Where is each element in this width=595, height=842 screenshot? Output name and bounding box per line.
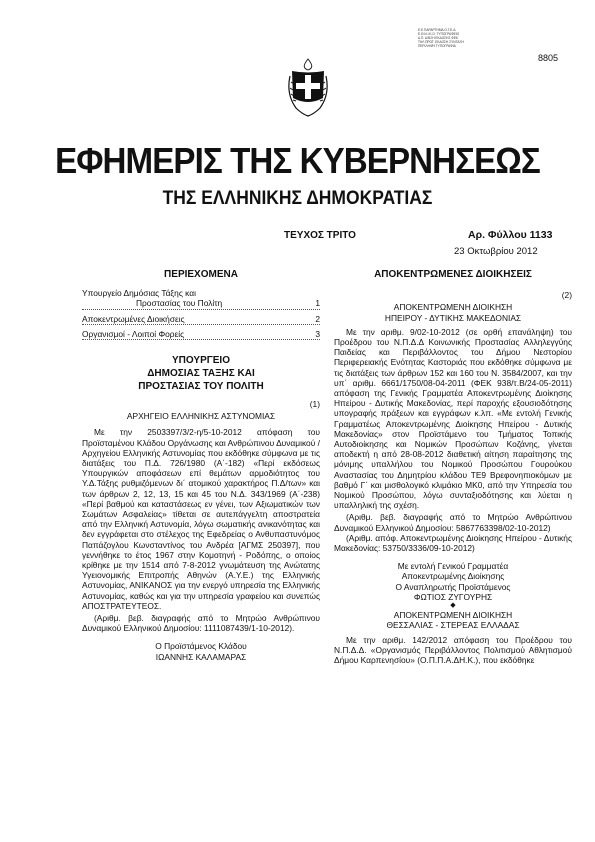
- toc-item-line: [82, 298, 320, 309]
- protocol-note: (Αριθμ. απόφ. Αποκεντρωμένης Διοίκησης Ηπείρου - Δυτικής Μακεδονίας: 53750/3336/09-10-2012): [334, 532, 572, 554]
- gazette-title: ΕΦΗΜΕΡΙΣ ΤΗΣ ΚΥΒΕΡΝΗΣΕΩΣ: [55, 140, 540, 181]
- ministry-line: ΔΗΜΟΣΙΑΣ ΤΑΞΗΣ ΚΑΙ: [147, 368, 255, 380]
- toc-item-label: Αποκεντρωμένες Διοικήσεις: [82, 313, 185, 324]
- authority-heading: [334, 302, 572, 322]
- signature-line: Αποκεντρωμένης Διοίκησης: [401, 571, 505, 582]
- authority-line: ΑΠΟΚΕΝΤΡΩΜΕΝΗ ΔΙΟΙΚΗΣΗ: [393, 302, 513, 313]
- ministry-line: ΠΡΟΣΤΑΣΙΑΣ ΤΟΥ ΠΟΛΙΤΗ: [138, 381, 264, 393]
- toc-item[interactable]: [82, 288, 320, 309]
- toc-item-page: 3: [315, 328, 320, 339]
- toc-item-label: Υπουργείο Δημόσιας Τάξης και: [82, 288, 196, 299]
- signature-line: Ο Αναπληρωτής Προϊστάμενος: [395, 581, 511, 592]
- issue-label: ΤΕΥΧΟΣ ΤΡΙΤΟ: [284, 230, 356, 241]
- authority-heading: [334, 610, 572, 630]
- signature-block: [334, 561, 572, 602]
- agency-heading: ΑΡΧΗΓΕΙΟ ΕΛΛΗΝΙΚΗΣ ΑΣΤΥΝΟΜΙΑΣ: [126, 411, 276, 422]
- signature-name: ΦΩΤΙΟΣ ΖΥΓΟΥΡΗΣ: [413, 591, 493, 602]
- decision-body: Με την 2503397/3/2-η/5-10-2012 απόφαση του Προϊσταμένου Κλάδου Οργάνωσης και Ανθρώπινου Δυναμικού / Αρχηγείου Ελληνικής Αστυνομίας που εκδόθηκε σύμφωνα με τις διατάξεις του Π.Δ. 726/1980 (Α΄-182) «Περί εκδόσεως Υπουργικών αποφάσεων επί θεμάτων αρμοδιότητος του Υ.Δ.Τάξης ρυθμιζόμενων δι΄ ατομικού χαρακτήρος Π.Δ/των» και των άρθρων 2, 12, 13, 15 και 45 του Ν.Δ. 343/1969 (Α΄-238) «Περί βαθμού και καταστάσεως εν γένει, των Αξιωματικών των Σωμάτων Ασφαλείας» τίθεται σε αυτεπάγγελτη αποστρατεία από την Ελληνική Αστυνομία, λόγω σωματικής ανικανότητας και δεν εγγράφεται στο στέλεχος της Εφεδρείας ο Ανθυπαστυνόμος Παπάζογλου Κωνσταντίνος του Ανδρέα [ΑΓΜΣ 250397], που γεννήθηκε το έτος 1967 στην Κομοτηνή - Ροδόπης, ο οποίος κρίθηκε με την 1514 από 7-8-2012 γνωμάτευση της Ανώτατης Υγειονομικής Επιτροπής Αθηνών (Α.Υ.Ε.) της Ελληνικής Αστυνομίας, ΑΝΙΚΑΝΟΣ για την ενεργό υπηρεσία της Ελληνικής Αστυνομίας, καθώς και για την υπηρεσία γραφείου και συνεπώς ΑΠΟΣΤΡΑΤΕΥΤΕΟΣ.: [82, 427, 320, 611]
- decision-body: Με την αριθμ. 142/2012 απόφαση του Προέδρου του Ν.Π.Δ.Δ. «Οργανισμός Περιβάλλοντος Πολιτισμού Αθλητισμού Δήμου Καρπενησίου» (Ο.Π.Π.Α.ΔΗ.Κ.), που εκδόθηκε: [334, 634, 572, 665]
- toc-item-page: 1: [315, 298, 320, 309]
- section-heading: ΑΠΟΚΕΝΤΡΩΜΕΝΕΣ ΔΙΟΙΚΗΣΕΙΣ: [374, 269, 532, 280]
- toc-item[interactable]: [82, 329, 320, 340]
- authority-line: ΘΕΣΣΑΛΙΑΣ - ΣΤΕΡΕΑΣ ΕΛΛΑΔΑΣ: [386, 620, 520, 631]
- ministry-heading: [82, 354, 320, 393]
- signature-line: Με εντολή Γενικού Γραμματέα: [397, 561, 509, 572]
- toc-item-page: 2: [315, 313, 320, 324]
- authority-line: ΑΠΟΚΕΝΤΡΩΜΕΝΗ ΔΙΟΙΚΗΣΗ: [393, 610, 513, 621]
- issue-date: 23 Οκτωβρίου 2012: [454, 246, 538, 257]
- signature-name: ΙΩΑΝΝΗΣ ΚΑΛΑΜΑΡΑΣ: [155, 651, 247, 662]
- gazette-subtitle: ΤΗΣ ΕΛΛΗΝΙΚΗΣ ΔΗΜΟΚΡΑΤΙΑΣ: [162, 188, 433, 209]
- left-column: [82, 270, 320, 662]
- toc-item-label: Οργανισμοί - Λοιποί Φορείς: [82, 328, 185, 339]
- decision-number: (1): [309, 399, 320, 410]
- typography-stamp: Ε.Ε.ΠΑΡΑΡΤΗΜΑ Ο.Τ.Ε.Α. Ε.Θ.Ν.Ι.Κ.Ο. ΤΥΠΟΓΡΑΦΕΙΟ Δ.Π. Δ/ΝΣΗ ΕΚΔΟΣΗΣ ΦΕΚ ΤΗΛ ΠΡΩΤ. ΕΚΔΟΣΗ ΣΥΝΤΑΞΗ ΠΕΡΙΛΗΨΗ ΤΥΠΟΓΡΑΦΙΑ: [418, 28, 464, 48]
- page-number: 8805: [538, 53, 559, 63]
- ministry-line: ΥΠΟΥΡΓΕΙΟ: [172, 355, 230, 367]
- sheet-number: Αρ. Φύλλου 1133: [468, 229, 553, 241]
- decision-body: Με την αριθμ. 9/02-10-2012 (σε ορθή επανάληψη) του Προέδρου του Ν.Π.Δ.Δ Κοινωνικής Προστασίας Αλληλεγγύης Παιδείας και Περιβάλλοντος του Δήμου Νεστορίου Περιφερειακής Ενότητας Καστοριάς που εκδόθηκε σύμφωνα με τις διατάξεις των άρθρων 152 και 160 του Ν. 3584/2007, και την υπ΄ αριθμ. 6661/1750/08-04-2011 (ΦΕΚ 938/τ.Β/24-05-2011) απόφαση της Γενικής Γραμματέα Αποκεντρωμένης Διοίκησης Ηπείρου - Δυτικής Μακεδονίας, περί παροχής εξουσιοδότησης υπογραφής πράξεων και εγγράφων κ.λπ. «Με εντολή Γενικής Γραμματέως Αποκεντρωμένης Διοίκησης Ηπείρου - Δυτικής Μακεδονίας» στον Προϊστάμενο του Τμήματος Τοπικής Αυτοδιοίκησης και Νομικών Προσώπων Κοζάνης, γίνεται αποδεκτή η από 28-08-2012 διαθετική αίτηση παραίτησης της μόνιμης υπαλλήλου του Νομικού Προσώπου Γουρούκου Αναστασίας του Δημητρίου κλάδου ΤΕ9 Βρεφονηπιοκόμων με βαθμό Γ΄ και μισθολογικό κλιμάκιο ΜΚ0, από την Υπηρεσία του Νομικού Προσώπου, λόγω συνταξιοδότησης και λύεται η υπαλληλική της σχέση.: [334, 326, 572, 511]
- greek-coat-of-arms-icon: [288, 58, 328, 120]
- toc-item-label: Προστασίας του Πολίτη: [136, 298, 223, 309]
- registry-note: (Αριθμ. βεβ. διαγραφής από το Μητρώο Ανθρώπινου Δυναμικού Ελληνικού Δημοσίου: 1111087439/1-10-2012).: [82, 613, 320, 634]
- registry-note: (Αριθμ. βεβ. διαγραφής από το Μητρώο Ανθρώπινου Δυναμικού Ελληνικού Δημοσίου: 5867763398/02-10-2012): [334, 512, 572, 533]
- signature-role: Ο Προϊστάμενος Κλάδου: [155, 641, 247, 652]
- decision-number: (2): [561, 290, 572, 301]
- toc-item[interactable]: [82, 314, 320, 325]
- authority-line: ΗΠΕΙΡΟΥ - ΔΥΤΙΚΗΣ ΜΑΚΕΔΟΝΙΑΣ: [384, 312, 522, 323]
- contents-heading: ΠΕΡΙΕΧΟΜΕΝΑ: [164, 269, 238, 280]
- right-column: [334, 270, 572, 665]
- separator-diamond-icon: ◆: [450, 602, 456, 610]
